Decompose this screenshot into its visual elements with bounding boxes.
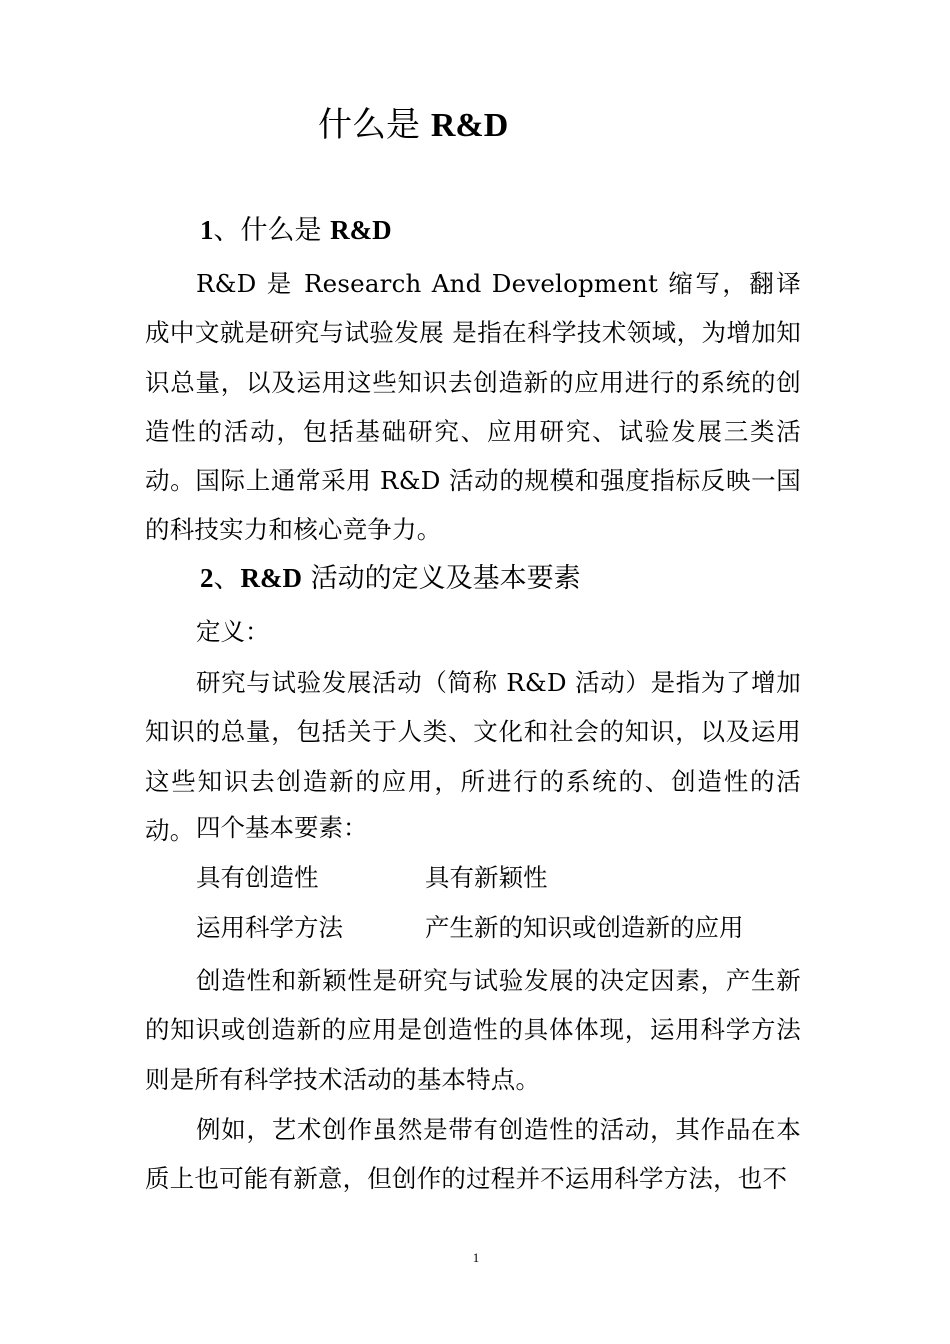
section-1-heading xyxy=(200,210,392,251)
section-1-paragraph: R&D 是 Research And Development 缩写，翻译成中文就是研究与试验发展 是指在科学技术领域，为增加知识总量，以及运用这些知识去创造新的应用进行的系统的创造性的活动，包括基础研究、应用研究、试验发展三类活动。国际上通常采用 R&D 活动的规模和强度指标反映一国的科技实力和核心竞争力。 xyxy=(145,269,801,545)
element-item: 具有新颖性 xyxy=(425,863,548,892)
section-2-number: 2 xyxy=(200,563,214,593)
document-title xyxy=(318,100,508,151)
section-2-rest: 活动的定义及基本要素 xyxy=(302,563,581,594)
element-item: 产生新的知识或创造新的应用 xyxy=(425,913,744,942)
title-prefix: 什么是 xyxy=(318,105,431,145)
section-2-sep: 、 xyxy=(213,563,241,594)
element-item: 运用科学方法 xyxy=(196,913,343,942)
definition-paragraph: 研究与试验发展活动（简称 R&D 活动）是指为了增加知识的总量，包括关于人类、文化和社会的知识，以及运用这些知识去创造新的应用，所进行的系统的、创造性的活动。 xyxy=(145,668,801,845)
section-1-sep: 、什么是 xyxy=(213,215,331,246)
section-2-heading xyxy=(200,558,581,599)
example-paragraph: 例如，艺术创作虽然是带有创造性的活动，其作品在本质上也可能有新意，但创作的过程并不运用科学方法，也不 xyxy=(145,1115,801,1194)
element-item: 具有创造性 xyxy=(196,863,319,892)
section-1-bold: R&D xyxy=(330,215,392,245)
explanation-paragraph: 创造性和新颖性是研究与试验发展的决定因素，产生新的知识或创造新的应用是创造性的具体体现，运用科学方法则是所有科学技术活动的基本特点。 xyxy=(145,966,801,1094)
elements-label: 四个基本要素： xyxy=(196,813,368,842)
section-1-number: 1 xyxy=(200,215,214,245)
section-2-bold: R&D xyxy=(240,563,302,593)
title-bold: R&D xyxy=(430,107,509,144)
page-number: 1 xyxy=(472,1250,480,1265)
definition-label: 定义： xyxy=(196,617,270,646)
